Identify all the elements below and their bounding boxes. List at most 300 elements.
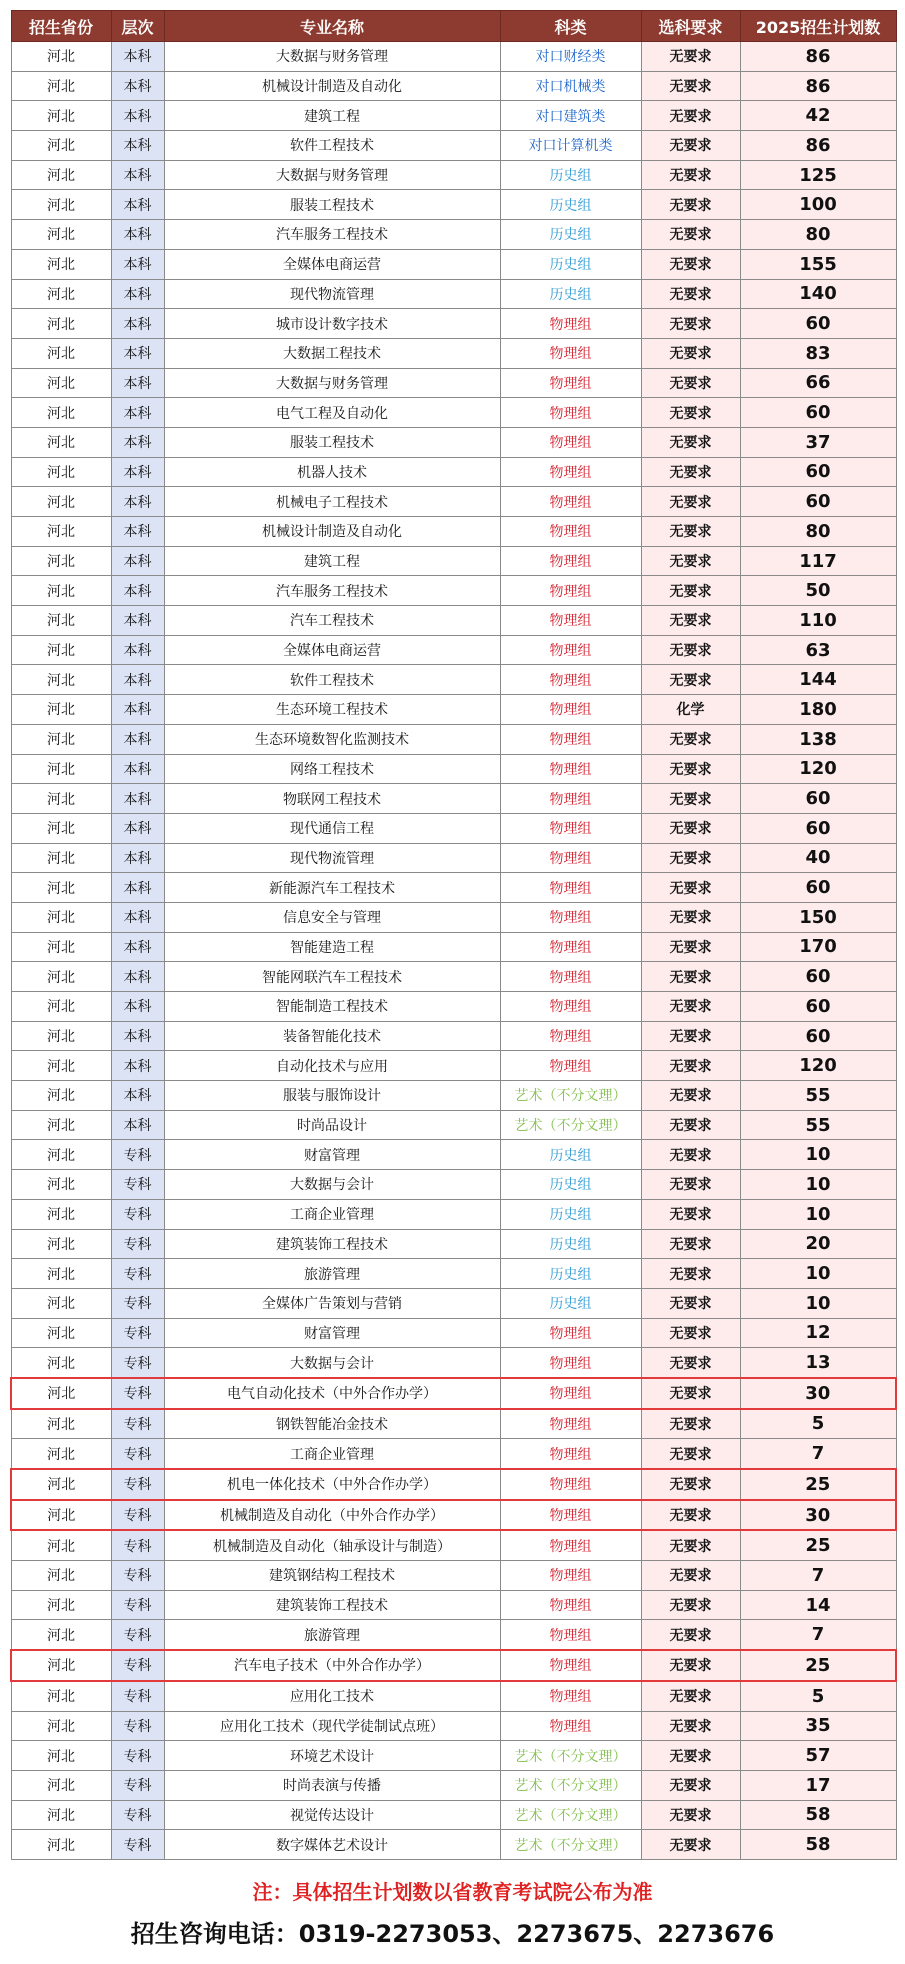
cell-level: 本科 xyxy=(111,71,164,101)
cell-plan: 55 xyxy=(740,1081,896,1111)
table-row xyxy=(11,1288,896,1318)
cell-requirement: 无要求 xyxy=(641,220,740,250)
cell-plan: 63 xyxy=(740,635,896,665)
table-row xyxy=(11,1561,896,1591)
cell-level: 专科 xyxy=(111,1500,164,1531)
cell-major: 智能网联汽车工程技术 xyxy=(164,962,500,992)
cell-province: 河北 xyxy=(11,1500,111,1531)
cell-level: 专科 xyxy=(111,1650,164,1681)
cell-major: 服装与服饰设计 xyxy=(164,1081,500,1111)
table-row xyxy=(11,131,896,161)
cell-requirement: 无要求 xyxy=(641,160,740,190)
cell-category: 物理组 xyxy=(500,1561,641,1591)
cell-category: 历史组 xyxy=(500,1170,641,1200)
cell-requirement: 无要求 xyxy=(641,338,740,368)
cell-province: 河北 xyxy=(11,1830,111,1860)
cell-major: 旅游管理 xyxy=(164,1620,500,1650)
cell-level: 本科 xyxy=(111,902,164,932)
cell-category: 艺术（不分文理） xyxy=(500,1081,641,1111)
cell-province: 河北 xyxy=(11,606,111,636)
cell-major: 数字媒体艺术设计 xyxy=(164,1830,500,1860)
cell-category: 物理组 xyxy=(500,1620,641,1650)
cell-major: 软件工程技术 xyxy=(164,131,500,161)
cell-major: 财富管理 xyxy=(164,1140,500,1170)
cell-requirement: 无要求 xyxy=(641,1770,740,1800)
cell-requirement: 无要求 xyxy=(641,71,740,101)
table-row xyxy=(11,1681,896,1711)
table-row xyxy=(11,932,896,962)
cell-major: 智能建造工程 xyxy=(164,932,500,962)
cell-level: 专科 xyxy=(111,1800,164,1830)
cell-major: 服装工程技术 xyxy=(164,190,500,220)
table-row xyxy=(11,1318,896,1348)
header-plan: 2025招生计划数 xyxy=(740,11,896,42)
header-category: 科类 xyxy=(500,11,641,42)
cell-province: 河北 xyxy=(11,71,111,101)
cell-category: 历史组 xyxy=(500,160,641,190)
cell-province: 河北 xyxy=(11,427,111,457)
table-row xyxy=(11,902,896,932)
cell-plan: 155 xyxy=(740,249,896,279)
table-row xyxy=(11,309,896,339)
cell-plan: 37 xyxy=(740,427,896,457)
cell-requirement: 无要求 xyxy=(641,190,740,220)
cell-category: 物理组 xyxy=(500,546,641,576)
table-row xyxy=(11,813,896,843)
cell-plan: 120 xyxy=(740,754,896,784)
cell-major: 应用化工技术 xyxy=(164,1681,500,1711)
cell-major: 生态环境数智化监测技术 xyxy=(164,724,500,754)
cell-category: 物理组 xyxy=(500,754,641,784)
cell-plan: 58 xyxy=(740,1800,896,1830)
cell-requirement: 无要求 xyxy=(641,1620,740,1650)
cell-level: 本科 xyxy=(111,576,164,606)
cell-category: 艺术（不分文理） xyxy=(500,1830,641,1860)
cell-category: 物理组 xyxy=(500,932,641,962)
cell-level: 专科 xyxy=(111,1170,164,1200)
cell-province: 河北 xyxy=(11,1409,111,1439)
cell-plan: 30 xyxy=(740,1378,896,1409)
cell-category: 物理组 xyxy=(500,1409,641,1439)
cell-major: 环境艺术设计 xyxy=(164,1741,500,1771)
cell-requirement: 无要求 xyxy=(641,1378,740,1409)
cell-province: 河北 xyxy=(11,1229,111,1259)
cell-province: 河北 xyxy=(11,368,111,398)
cell-level: 专科 xyxy=(111,1378,164,1409)
cell-requirement: 无要求 xyxy=(641,1229,740,1259)
cell-major: 智能制造工程技术 xyxy=(164,992,500,1022)
cell-level: 本科 xyxy=(111,546,164,576)
cell-requirement: 无要求 xyxy=(641,1110,740,1140)
cell-level: 专科 xyxy=(111,1439,164,1469)
cell-requirement: 无要求 xyxy=(641,1711,740,1741)
cell-requirement: 无要求 xyxy=(641,1288,740,1318)
cell-requirement: 无要求 xyxy=(641,1500,740,1531)
table-row xyxy=(11,695,896,725)
cell-province: 河北 xyxy=(11,665,111,695)
cell-level: 专科 xyxy=(111,1590,164,1620)
table-row xyxy=(11,1530,896,1560)
cell-province: 河北 xyxy=(11,101,111,131)
cell-major: 视觉传达设计 xyxy=(164,1800,500,1830)
cell-major: 工商企业管理 xyxy=(164,1199,500,1229)
table-row xyxy=(11,576,896,606)
cell-level: 本科 xyxy=(111,754,164,784)
cell-plan: 60 xyxy=(740,1021,896,1051)
cell-province: 河北 xyxy=(11,398,111,428)
cell-province: 河北 xyxy=(11,190,111,220)
cell-category: 历史组 xyxy=(500,1259,641,1289)
cell-category: 物理组 xyxy=(500,368,641,398)
cell-requirement: 无要求 xyxy=(641,992,740,1022)
cell-plan: 25 xyxy=(740,1469,896,1500)
cell-requirement: 无要求 xyxy=(641,1741,740,1771)
cell-plan: 83 xyxy=(740,338,896,368)
cell-province: 河北 xyxy=(11,873,111,903)
table-row xyxy=(11,279,896,309)
table-row xyxy=(11,992,896,1022)
cell-major: 机械电子工程技术 xyxy=(164,487,500,517)
cell-category: 物理组 xyxy=(500,784,641,814)
cell-level: 本科 xyxy=(111,279,164,309)
cell-province: 河北 xyxy=(11,962,111,992)
cell-major: 机械制造及自动化（中外合作办学） xyxy=(164,1500,500,1531)
cell-plan: 50 xyxy=(740,576,896,606)
cell-province: 河北 xyxy=(11,1650,111,1681)
cell-plan: 80 xyxy=(740,517,896,547)
cell-requirement: 无要求 xyxy=(641,42,740,72)
cell-level: 本科 xyxy=(111,1021,164,1051)
cell-category: 物理组 xyxy=(500,665,641,695)
cell-province: 河北 xyxy=(11,1288,111,1318)
cell-plan: 10 xyxy=(740,1140,896,1170)
cell-province: 河北 xyxy=(11,1561,111,1591)
cell-requirement: 无要求 xyxy=(641,1081,740,1111)
cell-major: 网络工程技术 xyxy=(164,754,500,784)
cell-level: 本科 xyxy=(111,606,164,636)
cell-level: 本科 xyxy=(111,813,164,843)
table-row xyxy=(11,1259,896,1289)
table-row xyxy=(11,1348,896,1378)
cell-requirement: 无要求 xyxy=(641,784,740,814)
table-row xyxy=(11,1770,896,1800)
cell-level: 专科 xyxy=(111,1711,164,1741)
cell-major: 时尚表演与传播 xyxy=(164,1770,500,1800)
cell-requirement: 无要求 xyxy=(641,427,740,457)
cell-plan: 25 xyxy=(740,1530,896,1560)
table-row xyxy=(11,1741,896,1771)
cell-province: 河北 xyxy=(11,1590,111,1620)
cell-category: 物理组 xyxy=(500,813,641,843)
table-row xyxy=(11,1500,896,1531)
cell-requirement: 无要求 xyxy=(641,724,740,754)
cell-category: 历史组 xyxy=(500,249,641,279)
cell-requirement: 无要求 xyxy=(641,398,740,428)
cell-category: 物理组 xyxy=(500,606,641,636)
cell-major: 钢铁智能冶金技术 xyxy=(164,1409,500,1439)
cell-requirement: 无要求 xyxy=(641,487,740,517)
cell-province: 河北 xyxy=(11,309,111,339)
cell-category: 物理组 xyxy=(500,1530,641,1560)
cell-level: 专科 xyxy=(111,1140,164,1170)
cell-requirement: 无要求 xyxy=(641,1800,740,1830)
cell-requirement: 无要求 xyxy=(641,368,740,398)
cell-level: 本科 xyxy=(111,457,164,487)
cell-province: 河北 xyxy=(11,279,111,309)
cell-plan: 60 xyxy=(740,398,896,428)
cell-plan: 60 xyxy=(740,813,896,843)
cell-requirement: 无要求 xyxy=(641,1140,740,1170)
cell-category: 历史组 xyxy=(500,279,641,309)
cell-plan: 5 xyxy=(740,1409,896,1439)
cell-province: 河北 xyxy=(11,1199,111,1229)
table-row xyxy=(11,546,896,576)
cell-level: 本科 xyxy=(111,427,164,457)
cell-category: 艺术（不分文理） xyxy=(500,1800,641,1830)
header-requirement: 选科要求 xyxy=(641,11,740,42)
cell-major: 软件工程技术 xyxy=(164,665,500,695)
cell-plan: 55 xyxy=(740,1110,896,1140)
cell-province: 河北 xyxy=(11,1800,111,1830)
cell-major: 现代物流管理 xyxy=(164,279,500,309)
cell-major: 大数据与会计 xyxy=(164,1348,500,1378)
cell-province: 河北 xyxy=(11,487,111,517)
cell-level: 专科 xyxy=(111,1288,164,1318)
cell-province: 河北 xyxy=(11,1620,111,1650)
cell-province: 河北 xyxy=(11,546,111,576)
table-row xyxy=(11,427,896,457)
table-row xyxy=(11,487,896,517)
cell-plan: 100 xyxy=(740,190,896,220)
cell-level: 本科 xyxy=(111,1081,164,1111)
cell-major: 建筑工程 xyxy=(164,546,500,576)
cell-province: 河北 xyxy=(11,1259,111,1289)
cell-level: 本科 xyxy=(111,992,164,1022)
cell-level: 专科 xyxy=(111,1620,164,1650)
table-row xyxy=(11,249,896,279)
cell-level: 本科 xyxy=(111,190,164,220)
cell-requirement: 无要求 xyxy=(641,131,740,161)
cell-major: 机器人技术 xyxy=(164,457,500,487)
cell-province: 河北 xyxy=(11,1348,111,1378)
cell-category: 艺术（不分文理） xyxy=(500,1110,641,1140)
cell-requirement: 无要求 xyxy=(641,1681,740,1711)
cell-plan: 12 xyxy=(740,1318,896,1348)
cell-province: 河北 xyxy=(11,517,111,547)
table-row xyxy=(11,1620,896,1650)
table-row xyxy=(11,843,896,873)
table-row xyxy=(11,784,896,814)
cell-level: 本科 xyxy=(111,249,164,279)
cell-province: 河北 xyxy=(11,1711,111,1741)
cell-level: 本科 xyxy=(111,962,164,992)
cell-requirement: 无要求 xyxy=(641,606,740,636)
cell-level: 本科 xyxy=(111,398,164,428)
cell-requirement: 无要求 xyxy=(641,1021,740,1051)
cell-category: 物理组 xyxy=(500,1318,641,1348)
cell-plan: 42 xyxy=(740,101,896,131)
cell-plan: 86 xyxy=(740,131,896,161)
table-row xyxy=(11,1051,896,1081)
cell-plan: 66 xyxy=(740,368,896,398)
cell-province: 河北 xyxy=(11,1051,111,1081)
cell-major: 建筑装饰工程技术 xyxy=(164,1229,500,1259)
cell-category: 历史组 xyxy=(500,1199,641,1229)
cell-requirement: 无要求 xyxy=(641,101,740,131)
cell-level: 本科 xyxy=(111,873,164,903)
cell-major: 应用化工技术（现代学徒制试点班） xyxy=(164,1711,500,1741)
table-row xyxy=(11,368,896,398)
cell-province: 河北 xyxy=(11,1021,111,1051)
table-row xyxy=(11,1229,896,1259)
cell-category: 对口财经类 xyxy=(500,42,641,72)
cell-level: 专科 xyxy=(111,1409,164,1439)
cell-category: 对口建筑类 xyxy=(500,101,641,131)
cell-category: 物理组 xyxy=(500,902,641,932)
cell-category: 艺术（不分文理） xyxy=(500,1741,641,1771)
table-row xyxy=(11,220,896,250)
header-major: 专业名称 xyxy=(164,11,500,42)
cell-level: 本科 xyxy=(111,1110,164,1140)
cell-province: 河北 xyxy=(11,220,111,250)
cell-level: 专科 xyxy=(111,1741,164,1771)
cell-level: 本科 xyxy=(111,695,164,725)
cell-plan: 7 xyxy=(740,1561,896,1591)
cell-plan: 86 xyxy=(740,42,896,72)
cell-major: 电气自动化技术（中外合作办学） xyxy=(164,1378,500,1409)
table-row xyxy=(11,1140,896,1170)
cell-plan: 170 xyxy=(740,932,896,962)
cell-requirement: 无要求 xyxy=(641,813,740,843)
cell-province: 河北 xyxy=(11,635,111,665)
table-row xyxy=(11,457,896,487)
cell-requirement: 无要求 xyxy=(641,1170,740,1200)
cell-plan: 180 xyxy=(740,695,896,725)
cell-category: 物理组 xyxy=(500,517,641,547)
cell-level: 本科 xyxy=(111,843,164,873)
cell-plan: 144 xyxy=(740,665,896,695)
contact-phone: 招生咨询电话：0319-2273053、2273675、2273676 xyxy=(130,1920,775,1948)
cell-level: 本科 xyxy=(111,101,164,131)
cell-category: 物理组 xyxy=(500,1348,641,1378)
cell-category: 物理组 xyxy=(500,398,641,428)
cell-requirement: 无要求 xyxy=(641,576,740,606)
cell-level: 本科 xyxy=(111,635,164,665)
table-row xyxy=(11,160,896,190)
cell-province: 河北 xyxy=(11,131,111,161)
table-row xyxy=(11,724,896,754)
cell-province: 河北 xyxy=(11,754,111,784)
cell-category: 物理组 xyxy=(500,1590,641,1620)
cell-requirement: 无要求 xyxy=(641,279,740,309)
cell-plan: 60 xyxy=(740,962,896,992)
cell-level: 本科 xyxy=(111,338,164,368)
cell-category: 对口机械类 xyxy=(500,71,641,101)
cell-major: 新能源汽车工程技术 xyxy=(164,873,500,903)
cell-major: 信息安全与管理 xyxy=(164,902,500,932)
table-row xyxy=(11,101,896,131)
cell-plan: 125 xyxy=(740,160,896,190)
header-level: 层次 xyxy=(111,11,164,42)
table-row xyxy=(11,1081,896,1111)
cell-province: 河北 xyxy=(11,1170,111,1200)
cell-plan: 7 xyxy=(740,1620,896,1650)
cell-requirement: 无要求 xyxy=(641,1051,740,1081)
cell-category: 对口计算机类 xyxy=(500,131,641,161)
cell-requirement: 无要求 xyxy=(641,1650,740,1681)
cell-province: 河北 xyxy=(11,1140,111,1170)
table-row xyxy=(11,1800,896,1830)
cell-level: 专科 xyxy=(111,1199,164,1229)
cell-level: 本科 xyxy=(111,784,164,814)
cell-category: 物理组 xyxy=(500,1650,641,1681)
cell-major: 全媒体电商运营 xyxy=(164,635,500,665)
cell-major: 城市设计数字技术 xyxy=(164,309,500,339)
table-row xyxy=(11,873,896,903)
cell-plan: 86 xyxy=(740,71,896,101)
cell-province: 河北 xyxy=(11,338,111,368)
cell-level: 专科 xyxy=(111,1469,164,1500)
cell-requirement: 无要求 xyxy=(641,873,740,903)
cell-category: 物理组 xyxy=(500,1469,641,1500)
cell-major: 时尚品设计 xyxy=(164,1110,500,1140)
cell-level: 专科 xyxy=(111,1318,164,1348)
table-row xyxy=(11,1170,896,1200)
cell-province: 河北 xyxy=(11,992,111,1022)
cell-plan: 60 xyxy=(740,457,896,487)
cell-requirement: 无要求 xyxy=(641,1469,740,1500)
cell-level: 本科 xyxy=(111,487,164,517)
cell-province: 河北 xyxy=(11,813,111,843)
cell-plan: 17 xyxy=(740,1770,896,1800)
cell-major: 汽车服务工程技术 xyxy=(164,576,500,606)
cell-requirement: 无要求 xyxy=(641,665,740,695)
cell-major: 机械设计制造及自动化 xyxy=(164,517,500,547)
cell-province: 河北 xyxy=(11,42,111,72)
cell-requirement: 化学 xyxy=(641,695,740,725)
table-row xyxy=(11,338,896,368)
table-row xyxy=(11,606,896,636)
cell-plan: 25 xyxy=(740,1650,896,1681)
cell-plan: 60 xyxy=(740,873,896,903)
cell-province: 河北 xyxy=(11,932,111,962)
cell-level: 专科 xyxy=(111,1561,164,1591)
cell-requirement: 无要求 xyxy=(641,517,740,547)
cell-category: 物理组 xyxy=(500,1051,641,1081)
cell-province: 河北 xyxy=(11,1770,111,1800)
table-row xyxy=(11,754,896,784)
table-row xyxy=(11,1199,896,1229)
cell-level: 专科 xyxy=(111,1229,164,1259)
cell-category: 物理组 xyxy=(500,1681,641,1711)
cell-requirement: 无要求 xyxy=(641,1199,740,1229)
cell-category: 物理组 xyxy=(500,487,641,517)
cell-category: 物理组 xyxy=(500,992,641,1022)
cell-category: 物理组 xyxy=(500,1500,641,1531)
cell-requirement: 无要求 xyxy=(641,249,740,279)
cell-level: 本科 xyxy=(111,220,164,250)
cell-requirement: 无要求 xyxy=(641,932,740,962)
cell-category: 物理组 xyxy=(500,635,641,665)
cell-major: 现代通信工程 xyxy=(164,813,500,843)
table-header-row xyxy=(11,11,896,42)
table-row xyxy=(11,1469,896,1500)
cell-plan: 60 xyxy=(740,309,896,339)
cell-plan: 10 xyxy=(740,1170,896,1200)
cell-level: 本科 xyxy=(111,665,164,695)
cell-requirement: 无要求 xyxy=(641,1590,740,1620)
cell-province: 河北 xyxy=(11,457,111,487)
